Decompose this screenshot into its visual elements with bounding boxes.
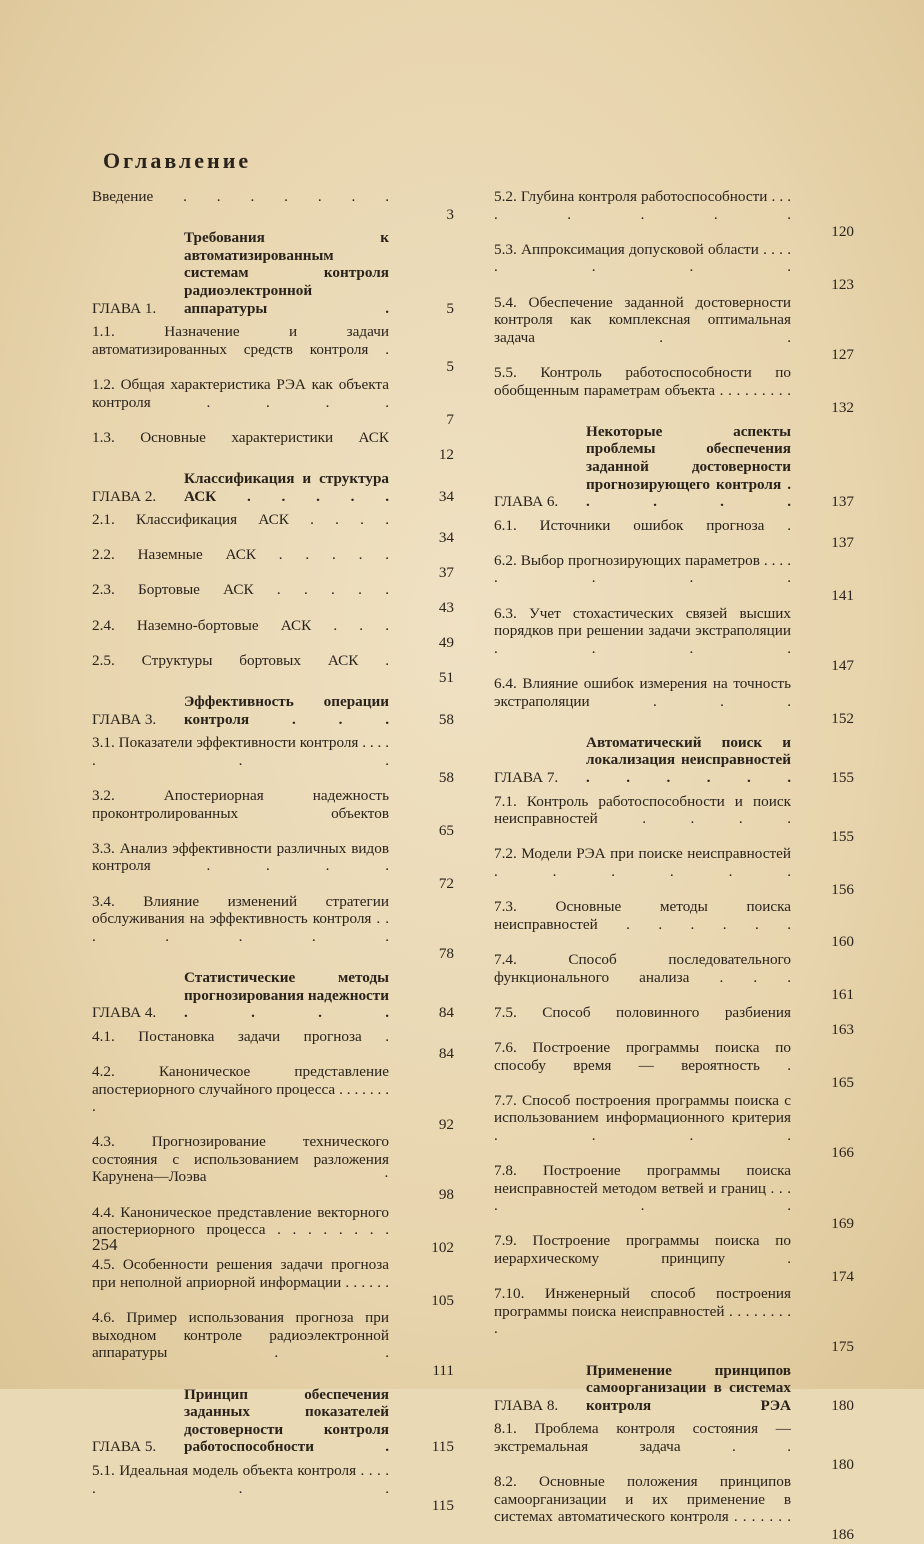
entry-title: 6.3. Учет стохастических связей высших порядков при решении задачи экстраполяции . . . .	[494, 604, 791, 657]
entry-page-number: 186	[831, 1525, 854, 1543]
entry-page-number: 78	[438, 945, 454, 963]
toc-right-column	[494, 188, 854, 1544]
entry-page-number: 147	[831, 657, 854, 675]
toc-entry	[494, 1285, 854, 1355]
entry-title: 4.3. Прогнозирование технического состояния с использованием разложения Карунена—Лоэва ·	[92, 1133, 389, 1186]
chapter-page-number: 84	[438, 1004, 454, 1022]
page-number: 254	[92, 1235, 118, 1254]
entry-title: 2.2. Наземные АСК . . . . .	[92, 546, 389, 564]
toc-entry	[494, 951, 854, 1004]
toc-entry	[92, 1063, 454, 1133]
chapter-label: ГЛАВА 4.	[92, 1004, 157, 1022]
toc-entry	[494, 294, 854, 364]
entry-title: 7.7. Способ построения программы поиска с использованием информационного критерия . . . .	[494, 1091, 791, 1144]
toc-chapter	[92, 229, 454, 317]
chapter-title: Автоматический поиск и локализация неисправностей . . . . . .	[586, 733, 791, 786]
entry-page-number: 5	[446, 358, 454, 376]
entry-title: 7.4. Способ последовательного функционального анализа . . .	[494, 950, 791, 986]
entry-title: 2.4. Наземно-бортовые АСК . . .	[92, 616, 389, 634]
entry-page-number: 65	[438, 822, 454, 840]
toc-left-column	[92, 188, 454, 1515]
toc-entry	[92, 511, 454, 546]
toc-entry	[92, 1256, 454, 1309]
chapter-page-number: 115	[431, 1438, 454, 1456]
toc-entry	[494, 675, 854, 728]
toc-entry	[494, 188, 854, 241]
chapter-page-number: 5	[446, 299, 454, 317]
entry-title: 6.1. Источники ошибок прогноза .	[494, 516, 791, 534]
toc-entry	[494, 1039, 854, 1092]
entry-title: 7.1. Контроль работоспособности и поиск неисправностей . . . .	[494, 792, 791, 828]
entry-title: 1.1. Назначение и задачи автоматизированных средств контроля .	[92, 323, 389, 358]
toc-entry	[494, 793, 854, 846]
entry-title: 1.3. Основные характеристики АСК	[92, 428, 389, 446]
entry-title: 5.1. Идеальная модель объекта контроля . . . . . . .	[92, 1461, 389, 1497]
entry-title: 6.4. Влияние ошибок измерения на точность экстраполяции . . .	[494, 675, 791, 710]
toc-entry	[92, 188, 454, 223]
entry-title: 7.6. Построение программы поиска по способу время — вероятность .	[494, 1038, 791, 1074]
chapter-page-number: 137	[831, 493, 854, 511]
entry-page-number: 111	[432, 1362, 454, 1379]
toc-entry	[92, 1204, 454, 1257]
toc-entry	[92, 376, 454, 429]
entry-title: 2.5. Структуры бортовых АСК .	[92, 651, 389, 669]
entry-title: 4.2. Каноническое представление апостериорного случайного процесса . . . . . . . .	[92, 1062, 389, 1116]
entry-title: 4.6. Пример использования прогноза при выходном контроле радиоэлектронной аппаратуры . .	[92, 1309, 389, 1362]
toc-heading: Оглавление	[103, 148, 252, 173]
entry-title: 2.1. Классификация АСК . . . .	[92, 511, 389, 529]
toc-chapter	[92, 470, 454, 505]
entry-title: 8.1. Проблема контроля состояния — экстремальная задача . .	[494, 1420, 791, 1455]
toc-entry	[92, 323, 454, 376]
chapter-label: ГЛАВА 6.	[494, 493, 559, 511]
entry-page-number: 34	[438, 528, 454, 546]
toc-entry	[494, 1092, 854, 1162]
chapter-page-number: 34	[438, 487, 454, 505]
entry-page-number: 152	[831, 710, 854, 728]
entry-title: 5.3. Аппроксимация допусковой области . . . . . . . .	[494, 240, 791, 276]
toc-entry	[494, 364, 854, 417]
entry-page-number: 37	[438, 563, 454, 581]
chapter-label: ГЛАВА 2.	[92, 487, 157, 505]
chapter-label: ГЛАВА 8.	[494, 1396, 559, 1414]
toc-chapter	[92, 969, 454, 1022]
entry-page-number: 102	[431, 1238, 454, 1256]
chapter-label: ГЛАВА 3.	[92, 710, 157, 728]
entry-page-number: 12	[438, 446, 454, 464]
toc-entry	[92, 652, 454, 687]
toc-entry	[494, 241, 854, 294]
entry-title: 5.5. Контроль работоспособности по обобщенным параметрам объекта . . . . . . . . .	[494, 363, 791, 399]
chapter-title: Классификация и структура АСК . . . . .	[184, 469, 389, 505]
toc-entry	[92, 546, 454, 581]
entry-title: 3.3. Анализ эффективности различных видов контроля . . . .	[92, 839, 389, 875]
entry-page-number: 115	[431, 1497, 454, 1515]
chapter-title: Требования к автоматизированным системам контроля радиоэлектронной аппаратуры .	[184, 229, 389, 317]
entry-title: 7.9. Построение программы поиска по иерархическому принципу .	[494, 1232, 791, 1268]
chapter-label: ГЛАВА 5.	[92, 1438, 157, 1456]
entry-page-number: 3	[446, 205, 454, 223]
toc-entry	[494, 898, 854, 951]
entry-title: 1.2. Общая характеристика РЭА как объекта контроля . . . .	[92, 375, 389, 411]
toc-chapter	[494, 423, 854, 511]
toc-entry	[92, 840, 454, 893]
toc-chapter	[92, 1386, 454, 1456]
toc-entry	[494, 1420, 854, 1473]
entry-title: Введение . . . . . . .	[92, 188, 389, 205]
entry-title: 3.2. Апостериорная надежность проконтролированных объектов	[92, 787, 389, 822]
entry-title: 7.3. Основные методы поиска неисправностей . . . . . .	[494, 898, 791, 933]
entry-page-number: 156	[831, 880, 854, 898]
toc-entry	[92, 1309, 454, 1379]
entry-title: 3.4. Влияние изменений стратегии обслуживания на эффективность контроля . . . . . . .	[92, 892, 389, 945]
entry-title: 7.2. Модели РЭА при поиске неисправностей . . . . . .	[494, 845, 791, 880]
chapter-title: Применение принципов самоорганизации в системах контроля РЭА	[586, 1361, 791, 1414]
toc-entry	[494, 552, 854, 605]
chapter-title: Эффективность операции контроля . . .	[184, 693, 389, 728]
chapter-page-number: 155	[831, 769, 854, 786]
entry-title: 5.2. Глубина контроля работоспособности . . . . . . . .	[494, 188, 791, 223]
entry-page-number: 92	[438, 1115, 454, 1133]
toc-entry	[494, 845, 854, 898]
entry-page-number: 43	[438, 599, 454, 617]
entry-page-number: 72	[438, 874, 454, 892]
entry-page-number: 98	[438, 1186, 454, 1204]
chapter-title: Принцип обеспечения заданных показателей достоверности контроля работоспособности .	[184, 1385, 389, 1456]
entry-page-number: 141	[831, 587, 854, 605]
toc-entry	[494, 1473, 854, 1543]
entry-page-number: 175	[831, 1338, 854, 1355]
entry-title: 3.1. Показатели эффективности контроля . . . . . . .	[92, 734, 389, 769]
entry-page-number: 58	[438, 769, 454, 787]
entry-page-number: 137	[831, 534, 854, 552]
entry-page-number: 169	[831, 1214, 854, 1232]
entry-page-number: 105	[431, 1291, 454, 1309]
toc-entry	[92, 787, 454, 840]
toc-entry	[92, 734, 454, 787]
entry-page-number: 84	[438, 1045, 454, 1063]
entry-page-number: 123	[831, 275, 854, 293]
entry-page-number: 49	[438, 634, 454, 652]
entry-page-number: 165	[831, 1074, 854, 1092]
entry-page-number: 160	[831, 933, 854, 951]
toc-entry	[494, 517, 854, 552]
toc-entry	[92, 581, 454, 616]
toc-entry	[92, 1462, 454, 1515]
entry-page-number: 127	[831, 346, 854, 364]
toc-entry	[494, 1162, 854, 1232]
chapter-page-number: 180	[831, 1396, 854, 1414]
entry-page-number: 161	[831, 986, 854, 1004]
toc-entry	[494, 605, 854, 675]
chapter-label: ГЛАВА 7.	[494, 769, 559, 786]
toc-entry	[92, 893, 454, 963]
toc-entry	[92, 617, 454, 652]
entry-title: 5.4. Обеспечение заданной достоверности контроля как комплексная оптимальная задача . .	[494, 293, 791, 346]
toc-entry	[92, 1133, 454, 1203]
toc-entry	[92, 429, 454, 464]
entry-title: 7.8. Построение программы поиска неисправностей методом ветвей и границ . . . . . .	[494, 1162, 791, 1215]
entry-page-number: 7	[446, 411, 454, 429]
entry-title: 6.2. Выбор прогнозирующих параметров . . . . . . . .	[494, 551, 791, 587]
entry-page-number: 132	[831, 399, 854, 417]
entry-title: 4.4. Каноническое представление векторного апостериорного процесса . . . . . . . .	[92, 1203, 389, 1239]
entry-page-number: 51	[438, 669, 454, 687]
chapter-label: ГЛАВА 1.	[92, 299, 157, 317]
entry-title: 7.5. Способ половинного разбиения	[494, 1003, 791, 1021]
entry-page-number: 155	[831, 827, 854, 845]
entry-page-number: 163	[831, 1021, 854, 1039]
toc-entry	[494, 1004, 854, 1039]
entry-title: 2.3. Бортовые АСК . . . . .	[92, 581, 389, 599]
toc-chapter	[494, 1362, 854, 1415]
chapter-page-number: 58	[438, 710, 454, 728]
toc-entry	[92, 1028, 454, 1063]
entry-title: 4.1. Постановка задачи прогноза .	[92, 1027, 389, 1045]
toc-chapter	[92, 693, 454, 728]
entry-page-number: 180	[831, 1455, 854, 1473]
toc-chapter	[494, 734, 854, 787]
chapter-title: Статистические методы прогнозирования надежности . . . .	[184, 968, 389, 1022]
entry-page-number: 174	[831, 1267, 854, 1285]
entry-title: 4.5. Особенности решения задачи прогноза при неполной априорной информации . . . . . .	[92, 1256, 389, 1292]
chapter-title: Некоторые аспекты проблемы обеспечения заданной достоверности прогнозирующего контроля . . . . .	[586, 422, 791, 511]
entry-title: 8.2. Основные положения принципов самоорганизации и их применение в системах автоматического контроля . . . . . . .	[494, 1473, 791, 1526]
entry-title: 7.10. Инженерный способ построения программы поиска неисправностей . . . . . . . . .	[494, 1285, 791, 1338]
entry-page-number: 166	[831, 1144, 854, 1162]
toc-entry	[494, 1232, 854, 1285]
entry-page-number: 120	[831, 223, 854, 241]
